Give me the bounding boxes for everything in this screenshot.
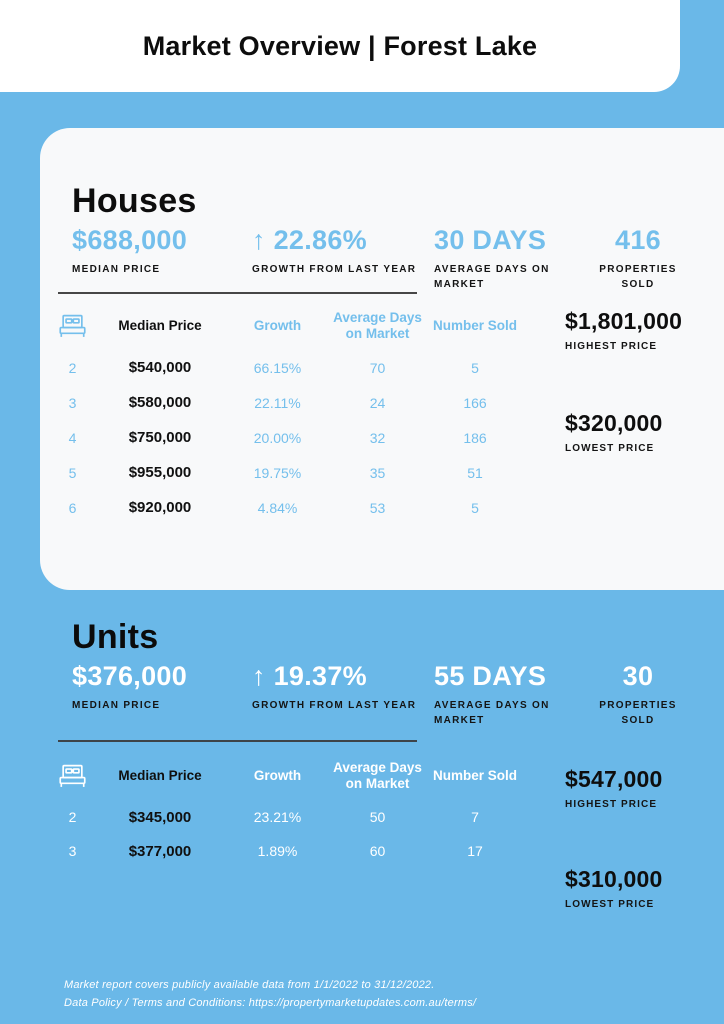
houses-table <box>55 302 520 525</box>
table-cell-growth: 23.21% <box>253 809 302 825</box>
table-cell-avg-days: 60 <box>369 843 386 859</box>
table-cell-growth: 4.84% <box>257 499 298 516</box>
table-cell-beds: 3 <box>68 843 77 859</box>
houses-highest-price <box>565 310 682 352</box>
price-value: $1,801,000 <box>565 308 683 334</box>
table-cell-sold: 166 <box>463 394 487 411</box>
table-cell-growth: 19.75% <box>253 464 302 481</box>
avg-days-column-header: Average Days on Market <box>333 760 422 791</box>
bed-icon <box>59 314 86 338</box>
table-cell-median-price: $540,000 <box>128 359 192 376</box>
houses-stat-growth <box>252 227 430 278</box>
table-cell-median-price: $920,000 <box>128 499 192 516</box>
median-price-column-header: Median Price <box>118 768 202 784</box>
houses-section-title: Houses <box>72 182 197 220</box>
units-stat-days-on-market <box>434 663 552 728</box>
units-stat-growth <box>252 663 430 714</box>
table-cell-median-price: $955,000 <box>128 464 192 481</box>
stat-value: ↑ 19.37% <box>252 661 367 691</box>
table-cell-growth: 1.89% <box>257 843 298 859</box>
table-cell-avg-days: 50 <box>369 809 386 825</box>
price-value: $320,000 <box>565 410 663 436</box>
table-cell-avg-days: 70 <box>369 359 386 376</box>
price-value: $310,000 <box>565 866 663 892</box>
stat-value: ↑ 22.86% <box>252 225 367 255</box>
price-label: HIGHEST PRICE <box>565 341 658 352</box>
growth-column-header: Growth <box>253 768 302 784</box>
houses-lowest-price <box>565 412 663 454</box>
table-cell-growth: 22.11% <box>254 394 301 411</box>
table-cell-beds: 3 <box>68 394 77 411</box>
beds-column-header <box>55 302 90 350</box>
page-title: Market Overview | Forest Lake <box>142 30 538 61</box>
table-cell-avg-days: 53 <box>369 499 386 516</box>
table-cell-median-price: $345,000 <box>128 808 192 826</box>
houses-divider <box>58 292 417 294</box>
units-stat-median-price <box>72 663 237 714</box>
avg-days-column-header: Average Days on Market <box>333 310 422 341</box>
table-cell-beds: 4 <box>68 429 77 446</box>
units-stat-properties-sold <box>584 663 692 728</box>
stat-label: AVERAGE DAYS ON MARKET <box>434 264 550 290</box>
units-section-title: Units <box>72 618 159 656</box>
houses-stat-median-price <box>72 227 237 278</box>
table-cell-avg-days: 35 <box>369 464 386 481</box>
table-cell-beds: 5 <box>68 464 77 481</box>
number-sold-column-header: Number Sold <box>432 768 517 784</box>
price-value: $547,000 <box>565 766 663 792</box>
table-cell-median-price: $377,000 <box>128 842 192 860</box>
stat-value: 30 <box>622 661 654 691</box>
stat-label: MEDIAN PRICE <box>72 264 161 275</box>
table-cell-avg-days: 32 <box>369 429 386 446</box>
bed-icon <box>59 764 86 788</box>
stat-label: GROWTH FROM LAST YEAR <box>252 264 417 275</box>
growth-column-header: Growth <box>253 318 302 334</box>
stat-label: MEDIAN PRICE <box>72 700 161 711</box>
stat-label: PROPERTIES SOLD <box>599 264 677 290</box>
table-cell-avg-days: 24 <box>369 394 386 411</box>
houses-stat-properties-sold <box>584 227 692 292</box>
table-cell-beds: 6 <box>68 499 77 516</box>
table-cell-beds: 2 <box>68 359 77 376</box>
stat-value: 416 <box>615 225 661 255</box>
table-cell-median-price: $750,000 <box>128 429 192 446</box>
number-sold-column-header: Number Sold <box>432 318 517 334</box>
stat-value: $688,000 <box>72 225 188 255</box>
stat-label: AVERAGE DAYS ON MARKET <box>434 700 550 726</box>
table-cell-median-price: $580,000 <box>128 394 192 411</box>
beds-column-header <box>55 752 90 800</box>
stat-label: PROPERTIES SOLD <box>599 700 677 726</box>
table-cell-sold: 51 <box>467 464 483 481</box>
table-cell-sold: 5 <box>471 359 479 376</box>
report-footer <box>64 976 476 1012</box>
houses-stat-days-on-market <box>434 227 552 292</box>
report-header <box>0 0 680 92</box>
table-cell-growth: 20.00% <box>253 429 302 446</box>
table-cell-beds: 2 <box>68 809 77 825</box>
footer-terms-url: Data Policy / Terms and Conditions: https://propertymarketupdates.com.au/terms/ <box>64 997 477 1010</box>
table-cell-sold: 7 <box>471 809 479 825</box>
table-cell-sold: 5 <box>471 499 479 516</box>
stat-value: $376,000 <box>72 661 188 691</box>
units-table <box>55 752 520 868</box>
stat-value: 55 DAYS <box>434 661 547 691</box>
units-divider <box>58 740 417 742</box>
price-label: LOWEST PRICE <box>565 443 655 454</box>
table-cell-sold: 17 <box>467 843 483 859</box>
units-lowest-price <box>565 868 663 910</box>
median-price-column-header: Median Price <box>118 318 202 334</box>
stat-value: 30 DAYS <box>434 225 547 255</box>
stat-label: GROWTH FROM LAST YEAR <box>252 700 417 711</box>
table-cell-growth: 66.15% <box>253 359 302 376</box>
price-label: HIGHEST PRICE <box>565 799 658 810</box>
price-label: LOWEST PRICE <box>565 899 655 910</box>
units-highest-price <box>565 768 663 810</box>
footer-data-coverage: Market report covers publicly available data from 1/1/2022 to 31/12/2022. <box>64 979 435 991</box>
table-cell-sold: 186 <box>463 429 487 446</box>
